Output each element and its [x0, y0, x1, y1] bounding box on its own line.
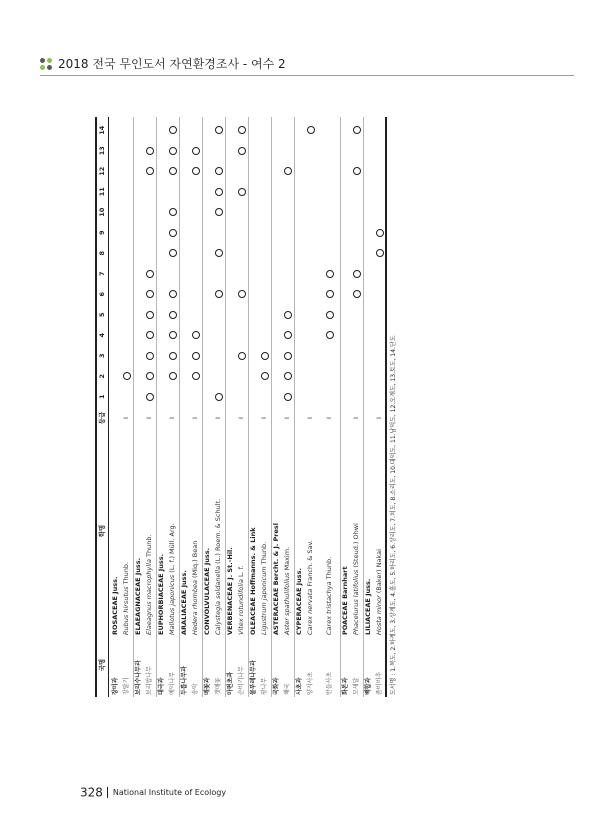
table-row — [249, 117, 272, 697]
header-dot — [40, 58, 45, 63]
presence-mark — [169, 372, 177, 380]
presence-mark — [284, 352, 292, 360]
presence-mark — [146, 372, 154, 380]
presence-mark — [215, 393, 223, 401]
table-row — [157, 117, 180, 697]
column-header-island: 4 — [98, 332, 106, 338]
family-korean-name: 국화과 — [273, 677, 280, 695]
header-dot — [40, 65, 45, 70]
presence-mark — [284, 372, 292, 380]
species-binomial: Carex nervata — [306, 588, 314, 635]
column-header-island: 5 — [98, 312, 106, 318]
species-korean-name: 송악 — [192, 683, 199, 695]
grade-value: I — [352, 417, 360, 419]
species-binomial: Carex tristachya — [325, 581, 333, 635]
presence-mark — [215, 188, 223, 196]
presence-mark — [238, 147, 246, 155]
presence-mark — [326, 331, 334, 339]
header-dot — [47, 58, 52, 63]
presence-mark — [169, 126, 177, 134]
column-header-grade: 등급 — [98, 411, 106, 425]
presence-mark — [284, 331, 292, 339]
family-scientific-name: POACEAE Barnhart — [341, 566, 349, 635]
family-scientific-name: OLEACEAE Hoffmanns. & Link — [249, 527, 257, 635]
presence-mark — [169, 208, 177, 216]
presence-mark — [326, 290, 334, 298]
presence-mark — [284, 393, 292, 401]
species-binomial: Rubus hirsutus — [122, 586, 130, 635]
species-korean-name: 해국 — [284, 683, 291, 695]
page-number: 328 — [80, 785, 103, 800]
presence-mark — [146, 352, 154, 360]
species-binomial: Aster spathulifolius — [283, 572, 291, 635]
page-header — [40, 52, 574, 76]
presence-mark — [146, 147, 154, 155]
presence-mark — [261, 372, 269, 380]
table-bottom-rule — [385, 117, 387, 697]
presence-mark — [169, 331, 177, 339]
column-header-island: 6 — [98, 291, 106, 297]
species-binomial: Mallotus japonicus — [168, 574, 176, 635]
family-korean-name: 메꽃과 — [204, 677, 211, 695]
presence-mark — [146, 167, 154, 175]
table-row — [203, 117, 226, 697]
column-header-island: 7 — [98, 271, 106, 277]
species-korean-name: 모새달 — [353, 677, 360, 695]
species-author: (L.) Roem. & Schult. — [214, 498, 222, 564]
column-header-island: 3 — [98, 353, 106, 359]
species-author: Thunb. — [145, 534, 153, 557]
presence-mark — [376, 229, 384, 237]
grade-value: I — [325, 417, 333, 419]
species-binomial: Elaeagnus macrophylla — [145, 559, 153, 635]
presence-mark — [326, 270, 334, 278]
presence-mark — [146, 290, 154, 298]
presence-mark — [192, 372, 200, 380]
family-scientific-name: ELAEAGNACEAE Juss. — [134, 557, 142, 635]
species-author: Maxim. — [283, 546, 291, 571]
grade-value: I — [237, 417, 245, 419]
family-scientific-name: EUPHORBIACEAE Juss. — [157, 553, 165, 635]
presence-mark — [284, 167, 292, 175]
column-header-island: 13 — [98, 146, 106, 156]
table-row — [180, 117, 203, 697]
column-header-island: 2 — [98, 373, 106, 379]
presence-mark — [261, 352, 269, 360]
species-korean-name: 예덕나무 — [169, 671, 176, 695]
family-scientific-name: ARALIACEAE Juss. — [180, 570, 188, 635]
table-row — [318, 117, 341, 697]
family-korean-name: 장미과 — [112, 677, 119, 695]
table-row — [272, 117, 295, 697]
running-title: 2018 전국 무인도서 자연환경조사 - 여수 2 — [58, 57, 286, 71]
column-header-island: 11 — [98, 187, 106, 197]
species-table — [95, 117, 399, 697]
presence-mark — [146, 270, 154, 278]
rotated-table — [95, 117, 399, 697]
presence-mark — [353, 126, 361, 134]
presence-mark — [353, 270, 361, 278]
species-binomial: Ligustrum japonicum — [260, 566, 268, 635]
species-scientific-name — [323, 557, 336, 635]
family-scientific-name: VERBENACEAE J. St.-Hil. — [226, 547, 234, 635]
footer-institute: National Institute of Ecology — [112, 788, 227, 797]
footer-separator — [107, 787, 108, 798]
presence-mark — [238, 188, 246, 196]
grade-value: I — [145, 417, 153, 419]
species-binomial: Hedera rhombea — [191, 580, 199, 635]
presence-mark — [169, 229, 177, 237]
column-header-island: 14 — [98, 125, 106, 135]
presence-mark — [169, 290, 177, 298]
presence-mark — [146, 393, 154, 401]
species-binomial: Phacelurus latifolius — [352, 569, 360, 635]
species-author: (Miq.) Bean — [191, 540, 199, 578]
header-rule — [40, 75, 574, 76]
grade-value: I — [306, 417, 314, 419]
species-author: Franch. & Sav. — [306, 540, 314, 587]
family-korean-name: 물푸레나무과 — [250, 660, 257, 695]
family-scientific-name: ROSACEAE Juss. — [111, 576, 119, 635]
family-scientific-name: CYPERACEAE Juss. — [295, 568, 303, 635]
header-dots-icon — [40, 58, 52, 70]
species-korean-name: 장딸기 — [123, 677, 130, 695]
presence-mark — [169, 311, 177, 319]
column-header-island: 1 — [98, 394, 106, 400]
family-korean-name: 대극과 — [158, 677, 165, 695]
presence-mark — [192, 167, 200, 175]
presence-mark — [169, 249, 177, 257]
species-author: Thunb. — [122, 561, 130, 585]
table-row — [364, 117, 387, 697]
header-dot — [47, 65, 52, 70]
family-korean-name: 백합과 — [365, 677, 372, 695]
grade-value: I — [260, 417, 268, 419]
column-header-island: 12 — [98, 166, 106, 176]
presence-mark — [284, 311, 292, 319]
presence-mark — [376, 249, 384, 257]
grade-value: I — [191, 417, 199, 419]
species-binomial: Hosta minor — [375, 595, 383, 635]
column-header-island: 8 — [98, 250, 106, 256]
presence-mark — [169, 352, 177, 360]
presence-mark — [123, 372, 131, 380]
column-header-korean: 국명 — [98, 658, 106, 672]
family-korean-name: 마편초과 — [227, 671, 234, 695]
table-row — [226, 117, 249, 697]
presence-mark — [238, 126, 246, 134]
table-row — [295, 117, 318, 697]
species-korean-name: 순비기나무 — [238, 666, 245, 695]
presence-mark — [215, 167, 223, 175]
family-scientific-name: CONVOLVULACEAE Juss. — [203, 547, 211, 635]
presence-mark — [169, 167, 177, 175]
species-author: Thunb. — [260, 541, 268, 565]
species-author: Thunb. — [325, 556, 333, 580]
presence-mark — [192, 352, 200, 360]
presence-mark — [353, 290, 361, 298]
species-korean-name: 양지사초 — [307, 671, 314, 695]
presence-mark — [307, 126, 315, 134]
species-korean-name: 광나무 — [261, 677, 268, 695]
table-row — [341, 117, 364, 697]
family-korean-name: 보리수나무과 — [135, 660, 142, 695]
column-header-island: 9 — [98, 230, 106, 236]
presence-mark — [238, 290, 246, 298]
presence-mark — [215, 249, 223, 257]
presence-mark — [146, 331, 154, 339]
table-row — [134, 117, 157, 697]
column-header-scientific: 학명 — [98, 524, 106, 538]
family-scientific-name: ASTERACEAE Bercht. & J. Presl — [272, 522, 280, 635]
column-header-island: 10 — [98, 207, 106, 217]
species-author: (Baker) Nakai — [375, 549, 383, 594]
presence-mark — [215, 208, 223, 216]
family-korean-name: 화본과 — [342, 677, 349, 695]
presence-mark — [215, 126, 223, 134]
family-korean-name: 두릅나무과 — [181, 666, 188, 695]
table-row — [111, 117, 134, 697]
species-author: (L. f.) Müll. Arg. — [168, 523, 176, 573]
species-korean-name: 갯메꽃 — [215, 677, 222, 695]
grade-value: I — [214, 417, 222, 419]
species-binomial: Calystegia soldanella — [214, 565, 222, 635]
species-binomial: Vitex rotundifolia — [237, 579, 245, 635]
grade-value: I — [168, 417, 176, 419]
species-author: (Steud.) Ohwi — [352, 523, 360, 568]
presence-mark — [238, 352, 246, 360]
presence-mark — [192, 331, 200, 339]
presence-mark — [169, 147, 177, 155]
grade-value: I — [375, 417, 383, 419]
family-scientific-name: LILIACEAE Juss. — [364, 578, 372, 635]
species-scientific-name — [304, 540, 317, 635]
species-korean-name: 좀비비추 — [376, 671, 383, 695]
species-author: L. f. — [237, 565, 245, 577]
species-korean-name: 반들사초 — [326, 671, 333, 695]
grade-value: I — [122, 417, 130, 419]
presence-mark — [146, 311, 154, 319]
table-footnote: 도서명 : 1.목도, 2.하계도, 3.상계도, 4.흘도, 5.하리도, 6.상리도, 7.치도, 8.소리도, 10.대덕도, 11.남덕도, 12.오개도, 13.토도, 14.단도 — [390, 335, 397, 695]
species-korean-name: 보리밥나무 — [146, 666, 153, 695]
presence-mark — [192, 147, 200, 155]
presence-mark — [215, 290, 223, 298]
family-korean-name: 사초과 — [296, 677, 303, 695]
presence-mark — [326, 311, 334, 319]
grade-value: I — [283, 417, 291, 419]
presence-mark — [353, 167, 361, 175]
page-footer — [80, 782, 226, 802]
